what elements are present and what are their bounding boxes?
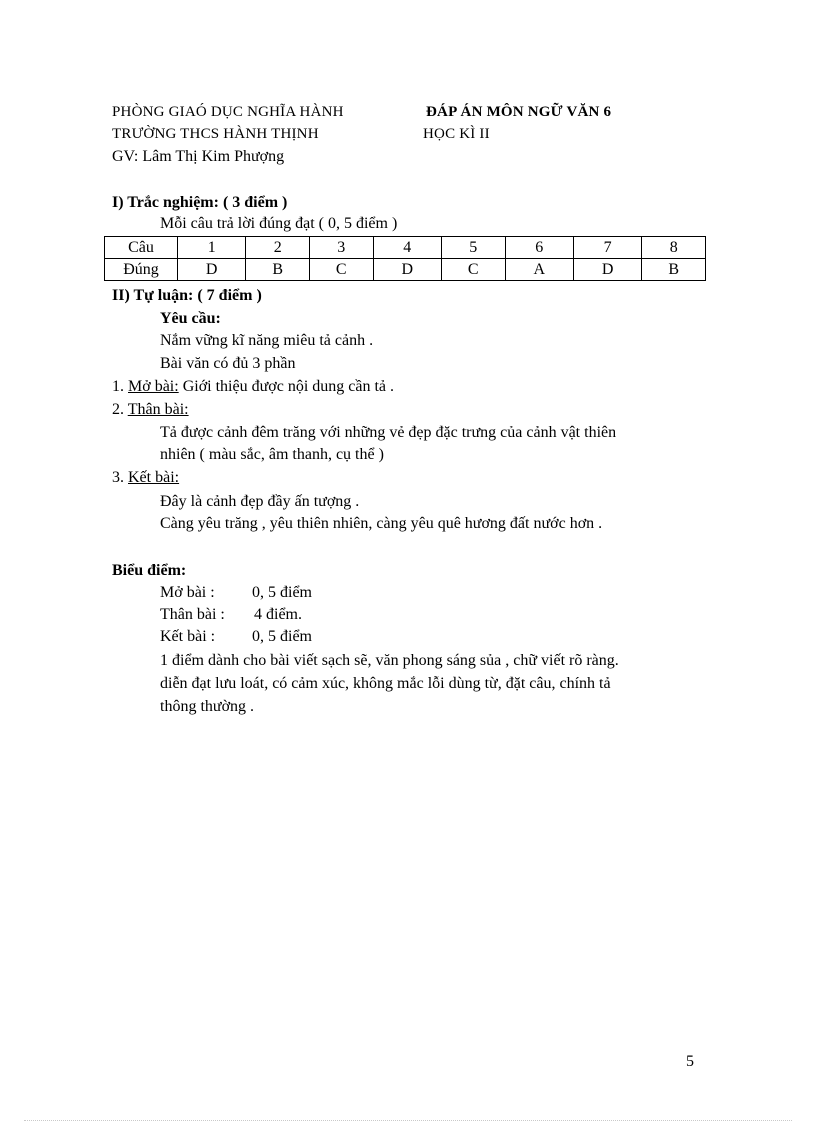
- score-value: 0, 5 điểm: [252, 628, 312, 645]
- scoring-note-line: 1 điểm dành cho bài viết sạch sẽ, văn phong sáng sủa , chữ viết rõ ràng.: [160, 652, 619, 669]
- scoring-note-line: diễn đạt lưu loát, có cảm xúc, không mắc lỗi dùng từ, đặt câu, chính tả: [160, 675, 611, 692]
- score-label: Kết bài :: [160, 628, 216, 645]
- score-value: 0, 5 điểm: [252, 584, 312, 601]
- table-row-answers: [105, 259, 706, 281]
- table-cell: B: [246, 259, 310, 281]
- table-header-cell: Câu: [105, 237, 178, 259]
- header-teacher: GV: Lâm Thị Kim Phượng: [112, 148, 285, 165]
- table-cell: D: [178, 259, 246, 281]
- table-cell: 7: [573, 237, 641, 259]
- score-label: Thân bài :: [160, 606, 225, 623]
- table-cell: 5: [441, 237, 505, 259]
- section2-heading: II) Tự luận: ( 7 điểm ): [112, 287, 262, 304]
- header-school: TRƯỜNG THCS HÀNH THỊNH: [112, 126, 319, 142]
- part-label: Mở bài:: [128, 378, 179, 395]
- table-cell: C: [309, 259, 373, 281]
- part-number: 3.: [112, 469, 128, 486]
- requirement-line: Bài văn có đủ 3 phần: [160, 355, 296, 372]
- part-intro: [112, 378, 394, 396]
- table-cell: 8: [642, 237, 706, 259]
- section1-heading: I) Trắc nghiệm: ( 3 điểm ): [112, 194, 288, 211]
- table-cell: 6: [505, 237, 573, 259]
- part-text: Giới thiệu được nội dung cần tả .: [178, 378, 395, 395]
- table-cell: 4: [373, 237, 441, 259]
- header-department: PHÒNG GIAÓ DỤC NGHĨA HÀNH: [112, 104, 344, 120]
- table-cell: 2: [246, 237, 310, 259]
- page-number: 5: [686, 1053, 694, 1070]
- scoring-heading: Biểu điểm:: [112, 562, 187, 579]
- header-exam-title: ĐÁP ÁN MÔN NGỮ VĂN 6: [426, 104, 612, 120]
- header-term: HỌC KÌ II: [423, 126, 490, 142]
- part-label: Thân bài:: [127, 401, 189, 418]
- section1-note: Mỗi câu trả lời đúng đạt ( 0, 5 điểm ): [160, 215, 398, 232]
- part-label: Kết bài:: [128, 469, 180, 486]
- table-cell: D: [373, 259, 441, 281]
- table-cell: B: [642, 259, 706, 281]
- part-number: 1.: [112, 378, 128, 395]
- answer-table: [104, 236, 706, 281]
- scoring-note-line: thông thường .: [160, 698, 255, 715]
- score-label: Mở bài :: [160, 584, 215, 601]
- part-number: 2.: [112, 401, 128, 418]
- conclusion-text-line: Đây là cảnh đẹp đầy ấn tượng .: [160, 493, 360, 510]
- body-text-line: Tả được cảnh đêm trăng với những vẻ đẹp đặc trưng của cảnh vật thiên: [160, 424, 617, 441]
- body-text-line: nhiên ( màu sắc, âm thanh, cụ thể ): [160, 446, 384, 463]
- table-cell: D: [573, 259, 641, 281]
- table-cell: C: [441, 259, 505, 281]
- page-bottom-divider: [24, 1120, 792, 1121]
- part-body: [112, 401, 189, 419]
- requirements-title: Yêu cầu:: [160, 310, 221, 327]
- table-cell: 3: [309, 237, 373, 259]
- table-header-cell: Đúng: [105, 259, 178, 281]
- part-conclusion: [112, 469, 179, 487]
- table-row-questions: [105, 237, 706, 259]
- score-value: 4 điểm.: [254, 606, 302, 623]
- requirement-line: Nắm vững kĩ năng miêu tả cảnh .: [160, 332, 374, 349]
- table-cell: 1: [178, 237, 246, 259]
- table-cell: A: [505, 259, 573, 281]
- conclusion-text-line: Càng yêu trăng , yêu thiên nhiên, càng yêu quê hương đất nước hơn .: [160, 515, 603, 532]
